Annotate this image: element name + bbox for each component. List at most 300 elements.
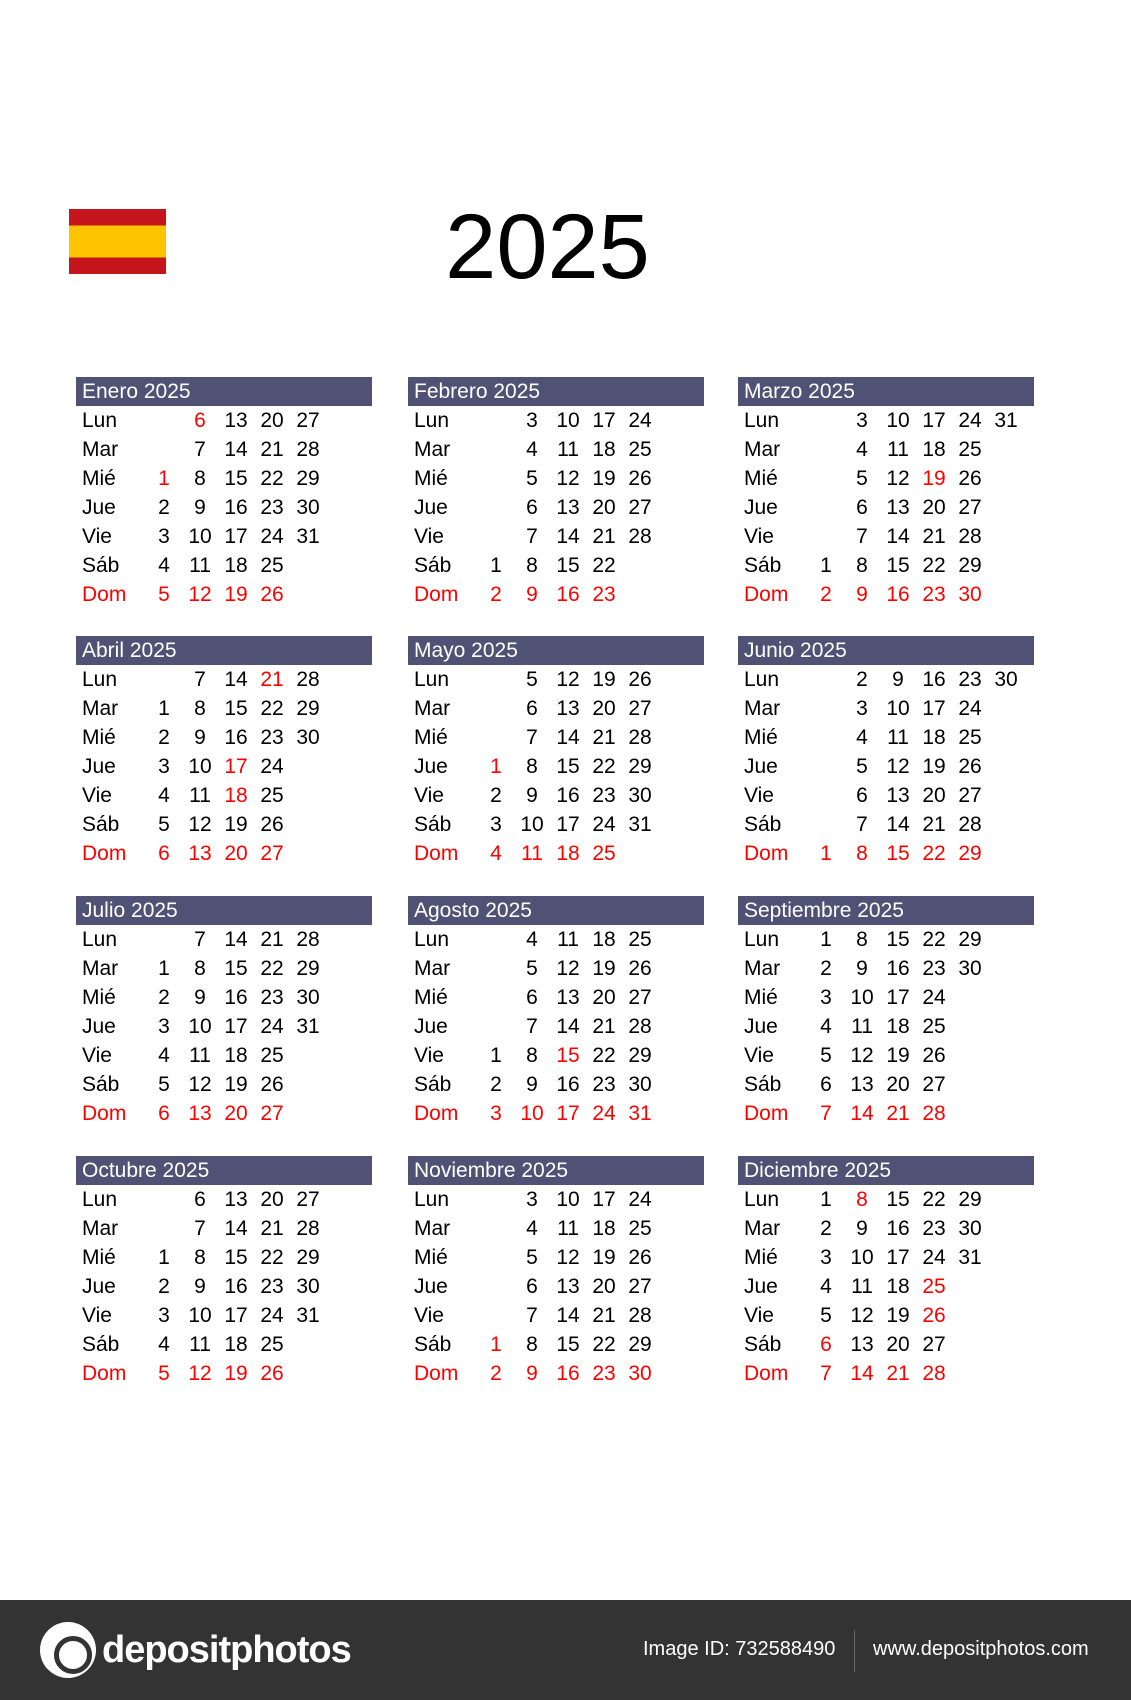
month-block xyxy=(408,1156,704,1388)
day-cell: 20 xyxy=(886,1333,910,1356)
day-cell: 21 xyxy=(592,1304,616,1327)
day-cell: 15 xyxy=(224,957,248,980)
day-cell: 30 xyxy=(296,496,320,519)
weekday-label: Sáb xyxy=(744,554,782,577)
day-cell: 18 xyxy=(224,784,248,807)
day-cell: 17 xyxy=(224,1304,248,1327)
month-title: Junio 2025 xyxy=(738,636,1034,665)
day-cell: 22 xyxy=(260,697,284,720)
weekday-label: Mié xyxy=(744,726,778,749)
day-cell: 28 xyxy=(628,1304,652,1327)
day-cell: 4 xyxy=(490,842,502,865)
day-cell: 9 xyxy=(194,496,206,519)
weekday-row xyxy=(76,810,372,839)
weekday-label: Jue xyxy=(744,1015,778,1038)
day-cell: 12 xyxy=(886,467,910,490)
day-cell: 1 xyxy=(490,755,502,778)
day-cell: 3 xyxy=(158,755,170,778)
day-cell: 6 xyxy=(526,1275,538,1298)
weekday-row xyxy=(738,810,1034,839)
day-cell: 13 xyxy=(188,1102,212,1125)
day-cell: 17 xyxy=(886,1246,910,1269)
day-cell: 14 xyxy=(556,726,580,749)
day-cell: 5 xyxy=(158,583,170,606)
weekday-row xyxy=(408,493,704,522)
weekday-row xyxy=(408,1359,704,1388)
weekday-label: Jue xyxy=(82,755,116,778)
day-cell: 18 xyxy=(556,842,580,865)
day-cell: 31 xyxy=(628,1102,652,1125)
day-cell: 21 xyxy=(592,525,616,548)
day-cell: 10 xyxy=(850,1246,874,1269)
day-cell: 11 xyxy=(189,554,211,577)
day-cell: 1 xyxy=(820,554,832,577)
day-cell: 22 xyxy=(260,467,284,490)
month-block xyxy=(76,1156,372,1388)
day-cell: 21 xyxy=(886,1362,910,1385)
day-cell: 28 xyxy=(958,525,982,548)
weekday-row xyxy=(408,406,704,435)
day-cell: 29 xyxy=(958,928,982,951)
day-cell: 17 xyxy=(922,697,946,720)
day-cell: 3 xyxy=(158,1304,170,1327)
day-cell: 30 xyxy=(628,1362,652,1385)
day-cell: 7 xyxy=(526,726,538,749)
day-cell: 24 xyxy=(260,525,284,548)
day-cell: 15 xyxy=(224,697,248,720)
day-cell: 16 xyxy=(922,668,946,691)
day-cell: 16 xyxy=(224,986,248,1009)
month-block xyxy=(738,377,1034,609)
weekday-row xyxy=(738,1099,1034,1128)
day-cell: 30 xyxy=(628,1073,652,1096)
weekday-label: Dom xyxy=(82,842,127,865)
day-cell: 8 xyxy=(856,1188,868,1211)
day-cell: 18 xyxy=(224,1044,248,1067)
weekday-row xyxy=(76,435,372,464)
day-cell: 11 xyxy=(189,1044,211,1067)
day-cell: 27 xyxy=(628,496,652,519)
weekday-row xyxy=(408,954,704,983)
image-id: Image ID: 732588490 xyxy=(643,1638,836,1660)
day-cell: 30 xyxy=(628,784,652,807)
weekday-row xyxy=(738,551,1034,580)
day-cell: 6 xyxy=(194,1188,206,1211)
day-cell: 16 xyxy=(886,583,910,606)
weekday-row xyxy=(76,580,372,609)
day-cell: 31 xyxy=(296,525,320,548)
weekday-label: Mar xyxy=(414,697,451,720)
day-cell: 1 xyxy=(158,697,170,720)
day-cell: 19 xyxy=(922,755,946,778)
day-cell: 12 xyxy=(188,1362,212,1385)
day-cell: 3 xyxy=(158,525,170,548)
day-cell: 19 xyxy=(592,1246,616,1269)
weekday-row xyxy=(408,781,704,810)
day-cell: 19 xyxy=(592,668,616,691)
weekday-row xyxy=(738,839,1034,868)
weekday-label: Mar xyxy=(82,438,119,461)
month-block xyxy=(408,636,704,868)
day-cell: 3 xyxy=(820,986,832,1009)
day-cell: 16 xyxy=(224,1275,248,1298)
depositphotos-logo[interactable] xyxy=(40,1622,351,1678)
day-cell: 25 xyxy=(260,1044,284,1067)
weekday-label: Lun xyxy=(414,409,450,432)
day-cell: 21 xyxy=(260,438,284,461)
day-cell: 5 xyxy=(820,1304,832,1327)
weekday-row xyxy=(738,1243,1034,1272)
day-cell: 10 xyxy=(850,986,874,1009)
weekday-label: Mar xyxy=(82,697,119,720)
day-cell: 24 xyxy=(260,1304,284,1327)
weekday-row xyxy=(738,1185,1034,1214)
day-cell: 19 xyxy=(922,467,946,490)
day-cell: 17 xyxy=(556,813,580,836)
day-cell: 1 xyxy=(490,1333,502,1356)
day-cell: 29 xyxy=(296,697,320,720)
day-cell: 8 xyxy=(856,928,868,951)
day-cell: 17 xyxy=(224,755,248,778)
day-cell: 26 xyxy=(922,1304,946,1327)
day-cell: 28 xyxy=(296,438,320,461)
day-cell: 27 xyxy=(628,697,652,720)
day-cell: 28 xyxy=(922,1102,946,1125)
weekday-label: Vie xyxy=(82,1304,112,1327)
weekday-label: Mié xyxy=(414,726,448,749)
day-cell: 6 xyxy=(526,986,538,1009)
day-cell: 12 xyxy=(850,1044,874,1067)
day-cell: 27 xyxy=(260,1102,284,1125)
day-cell: 5 xyxy=(526,1246,538,1269)
day-cell: 25 xyxy=(260,554,284,577)
weekday-label: Dom xyxy=(82,583,127,606)
day-cell: 26 xyxy=(628,1246,652,1269)
day-cell: 18 xyxy=(592,928,616,951)
day-cell: 20 xyxy=(592,496,616,519)
weekday-label: Dom xyxy=(744,583,789,606)
day-cell: 20 xyxy=(592,697,616,720)
day-cell: 15 xyxy=(886,928,910,951)
day-cell: 29 xyxy=(628,1044,652,1067)
day-cell: 12 xyxy=(850,1304,874,1327)
day-cell: 28 xyxy=(922,1362,946,1385)
day-cell: 15 xyxy=(556,755,580,778)
day-cell: 21 xyxy=(922,813,946,836)
day-cell: 25 xyxy=(922,1015,946,1038)
month-title: Agosto 2025 xyxy=(408,896,704,925)
weekday-row xyxy=(738,954,1034,983)
day-cell: 31 xyxy=(296,1015,320,1038)
day-cell: 23 xyxy=(260,726,284,749)
month-title: Diciembre 2025 xyxy=(738,1156,1034,1185)
weekday-row xyxy=(408,839,704,868)
day-cell: 12 xyxy=(556,467,580,490)
weekday-label: Sáb xyxy=(82,1333,120,1356)
day-cell: 22 xyxy=(260,957,284,980)
day-cell: 10 xyxy=(188,1304,212,1327)
day-cell: 30 xyxy=(296,1275,320,1298)
weekday-label: Mar xyxy=(744,438,781,461)
day-cell: 15 xyxy=(224,1246,248,1269)
day-cell: 19 xyxy=(224,583,248,606)
day-cell: 5 xyxy=(820,1044,832,1067)
weekday-row xyxy=(76,752,372,781)
day-cell: 6 xyxy=(158,842,170,865)
day-cell: 24 xyxy=(260,1015,284,1038)
day-cell: 26 xyxy=(628,957,652,980)
day-cell: 2 xyxy=(856,668,868,691)
day-cell: 18 xyxy=(592,1217,616,1240)
day-cell: 14 xyxy=(224,928,248,951)
month-block xyxy=(408,377,704,609)
day-cell: 27 xyxy=(958,784,982,807)
day-cell: 27 xyxy=(922,1333,946,1356)
day-cell: 9 xyxy=(856,957,868,980)
day-cell: 10 xyxy=(520,813,544,836)
day-cell: 29 xyxy=(958,1188,982,1211)
weekday-label: Lun xyxy=(82,409,118,432)
day-cell: 26 xyxy=(628,467,652,490)
day-cell: 17 xyxy=(556,1102,580,1125)
weekday-label: Vie xyxy=(744,784,774,807)
day-cell: 18 xyxy=(224,1333,248,1356)
day-cell: 6 xyxy=(526,496,538,519)
day-cell: 28 xyxy=(628,1015,652,1038)
weekday-label: Sáb xyxy=(414,554,452,577)
day-cell: 26 xyxy=(958,467,982,490)
day-cell: 22 xyxy=(922,554,946,577)
day-cell: 18 xyxy=(224,554,248,577)
day-cell: 15 xyxy=(556,1044,580,1067)
weekday-label: Mar xyxy=(744,697,781,720)
day-cell: 20 xyxy=(886,1073,910,1096)
day-cell: 14 xyxy=(850,1362,874,1385)
day-cell: 25 xyxy=(922,1275,946,1298)
day-cell: 27 xyxy=(922,1073,946,1096)
day-cell: 16 xyxy=(556,1362,580,1385)
day-cell: 21 xyxy=(260,1217,284,1240)
day-cell: 5 xyxy=(158,1073,170,1096)
day-cell: 5 xyxy=(158,1362,170,1385)
day-cell: 16 xyxy=(556,583,580,606)
day-cell: 7 xyxy=(820,1102,832,1125)
day-cell: 22 xyxy=(592,1044,616,1067)
day-cell: 16 xyxy=(556,784,580,807)
day-cell: 13 xyxy=(886,496,910,519)
weekday-label: Vie xyxy=(82,525,112,548)
weekday-label: Lun xyxy=(414,928,450,951)
weekday-label: Sáb xyxy=(414,813,452,836)
weekday-label: Sáb xyxy=(414,1073,452,1096)
calendar-year xyxy=(0,195,1121,300)
day-cell: 5 xyxy=(158,813,170,836)
day-cell: 12 xyxy=(556,957,580,980)
weekday-label: Lun xyxy=(82,668,118,691)
weekday-label: Jue xyxy=(414,1275,448,1298)
day-cell: 13 xyxy=(556,697,580,720)
day-cell: 8 xyxy=(856,554,868,577)
day-cell: 11 xyxy=(851,1015,873,1038)
weekday-label: Sáb xyxy=(744,813,782,836)
day-cell: 7 xyxy=(194,438,206,461)
day-cell: 23 xyxy=(922,583,946,606)
day-cell: 13 xyxy=(224,1188,248,1211)
weekday-row xyxy=(738,493,1034,522)
weekday-label: Mar xyxy=(414,957,451,980)
day-cell: 31 xyxy=(296,1304,320,1327)
day-cell: 2 xyxy=(820,583,832,606)
month-block xyxy=(76,377,372,609)
brand-name: depositphotos xyxy=(102,1628,351,1671)
weekday-label: Jue xyxy=(744,496,778,519)
month-title: Marzo 2025 xyxy=(738,377,1034,406)
day-cell: 14 xyxy=(850,1102,874,1125)
day-cell: 13 xyxy=(556,496,580,519)
day-cell: 9 xyxy=(194,726,206,749)
day-cell: 15 xyxy=(886,842,910,865)
weekday-label: Vie xyxy=(82,1044,112,1067)
weekday-row xyxy=(408,1012,704,1041)
day-cell: 10 xyxy=(556,409,580,432)
day-cell: 7 xyxy=(194,928,206,951)
day-cell: 28 xyxy=(628,525,652,548)
day-cell: 24 xyxy=(592,813,616,836)
day-cell: 23 xyxy=(592,583,616,606)
day-cell: 19 xyxy=(886,1044,910,1067)
weekday-row xyxy=(408,1243,704,1272)
day-cell: 16 xyxy=(886,957,910,980)
day-cell: 13 xyxy=(850,1073,874,1096)
day-cell: 29 xyxy=(958,554,982,577)
day-cell: 30 xyxy=(296,726,320,749)
weekday-row xyxy=(76,1301,372,1330)
weekday-label: Vie xyxy=(744,525,774,548)
day-cell: 3 xyxy=(820,1246,832,1269)
day-cell: 24 xyxy=(958,409,982,432)
day-cell: 11 xyxy=(521,842,543,865)
day-cell: 20 xyxy=(592,1275,616,1298)
month-title: Mayo 2025 xyxy=(408,636,704,665)
day-cell: 7 xyxy=(856,813,868,836)
weekday-row xyxy=(76,723,372,752)
day-cell: 12 xyxy=(188,583,212,606)
month-block xyxy=(738,896,1034,1128)
day-cell: 14 xyxy=(886,525,910,548)
day-cell: 4 xyxy=(526,438,538,461)
day-cell: 9 xyxy=(194,986,206,1009)
month-block xyxy=(738,1156,1034,1388)
day-cell: 14 xyxy=(224,1217,248,1240)
day-cell: 2 xyxy=(158,496,170,519)
weekday-row xyxy=(408,983,704,1012)
camera-icon xyxy=(40,1622,96,1678)
day-cell: 26 xyxy=(260,813,284,836)
day-cell: 20 xyxy=(224,842,248,865)
day-cell: 13 xyxy=(224,409,248,432)
day-cell: 20 xyxy=(592,986,616,1009)
day-cell: 9 xyxy=(194,1275,206,1298)
day-cell: 11 xyxy=(887,726,909,749)
day-cell: 9 xyxy=(526,1073,538,1096)
weekday-label: Vie xyxy=(744,1044,774,1067)
month-title: Septiembre 2025 xyxy=(738,896,1034,925)
day-cell: 5 xyxy=(526,957,538,980)
day-cell: 21 xyxy=(592,726,616,749)
day-cell: 16 xyxy=(224,726,248,749)
month-title: Octubre 2025 xyxy=(76,1156,372,1185)
day-cell: 18 xyxy=(922,726,946,749)
day-cell: 23 xyxy=(260,986,284,1009)
day-cell: 23 xyxy=(260,496,284,519)
weekday-row xyxy=(408,1214,704,1243)
weekday-row xyxy=(408,522,704,551)
day-cell: 4 xyxy=(856,726,868,749)
day-cell: 29 xyxy=(958,842,982,865)
weekday-row xyxy=(408,752,704,781)
day-cell: 10 xyxy=(188,755,212,778)
day-cell: 13 xyxy=(850,1333,874,1356)
day-cell: 16 xyxy=(224,496,248,519)
day-cell: 14 xyxy=(224,668,248,691)
day-cell: 25 xyxy=(260,784,284,807)
weekday-label: Mié xyxy=(744,986,778,1009)
day-cell: 11 xyxy=(557,438,579,461)
day-cell: 7 xyxy=(194,668,206,691)
weekday-row xyxy=(738,665,1034,694)
weekday-row xyxy=(408,1330,704,1359)
weekday-label: Vie xyxy=(82,784,112,807)
weekday-label: Sáb xyxy=(82,813,120,836)
day-cell: 24 xyxy=(592,1102,616,1125)
day-cell: 13 xyxy=(556,1275,580,1298)
day-cell: 17 xyxy=(592,409,616,432)
day-cell: 15 xyxy=(556,1333,580,1356)
day-cell: 2 xyxy=(158,726,170,749)
day-cell: 3 xyxy=(856,697,868,720)
day-cell: 8 xyxy=(526,1044,538,1067)
weekday-row xyxy=(738,723,1034,752)
day-cell: 6 xyxy=(526,697,538,720)
day-cell: 17 xyxy=(224,525,248,548)
day-cell: 9 xyxy=(892,668,904,691)
weekday-row xyxy=(76,1012,372,1041)
weekday-row xyxy=(408,925,704,954)
day-cell: 17 xyxy=(592,1188,616,1211)
site-link[interactable]: www.depositphotos.com xyxy=(873,1638,1089,1660)
day-cell: 18 xyxy=(886,1275,910,1298)
day-cell: 27 xyxy=(628,986,652,1009)
day-cell: 28 xyxy=(958,813,982,836)
day-cell: 6 xyxy=(194,409,206,432)
day-cell: 15 xyxy=(886,1188,910,1211)
day-cell: 25 xyxy=(592,842,616,865)
day-cell: 5 xyxy=(856,755,868,778)
day-cell: 29 xyxy=(628,755,652,778)
weekday-row xyxy=(738,1272,1034,1301)
weekday-row xyxy=(76,781,372,810)
day-cell: 4 xyxy=(820,1275,832,1298)
day-cell: 15 xyxy=(556,554,580,577)
day-cell: 23 xyxy=(922,957,946,980)
weekday-label: Mié xyxy=(744,467,778,490)
day-cell: 4 xyxy=(158,784,170,807)
day-cell: 6 xyxy=(856,496,868,519)
month-title: Febrero 2025 xyxy=(408,377,704,406)
weekday-row xyxy=(408,1301,704,1330)
day-cell: 25 xyxy=(628,1217,652,1240)
day-cell: 29 xyxy=(296,957,320,980)
